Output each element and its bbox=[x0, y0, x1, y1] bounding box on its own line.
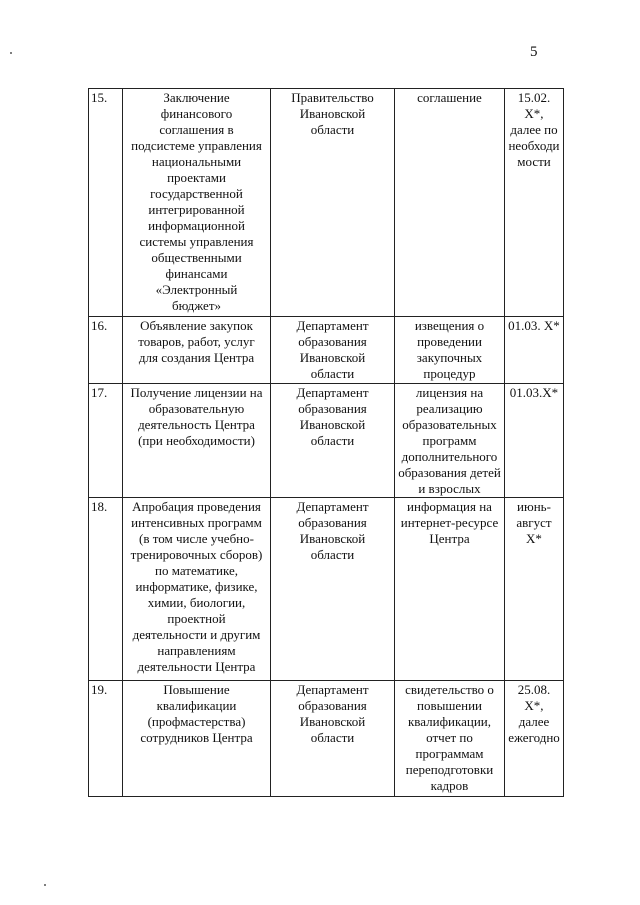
deadline-cell: июнь- август X* bbox=[505, 498, 564, 681]
result-cell: извещения о проведении закупочных процедур bbox=[395, 317, 505, 384]
row-number: 17. bbox=[89, 384, 123, 498]
table-row bbox=[89, 384, 564, 498]
plan-table bbox=[88, 88, 564, 797]
task-cell: Заключение финансового соглашения в подсистеме управления национальными проектами государственной интегрированной информационной системы управления общественными финансами «Электронный бюджет» bbox=[123, 89, 271, 317]
executor-cell: Департамент образования Ивановской области bbox=[271, 384, 395, 498]
table-row bbox=[89, 498, 564, 681]
row-number: 19. bbox=[89, 681, 123, 797]
task-cell: Объявление закупок товаров, работ, услуг для создания Центра bbox=[123, 317, 271, 384]
executor-cell: Департамент образования Ивановской области bbox=[271, 681, 395, 797]
executor-cell: Правительство Ивановской области bbox=[271, 89, 395, 317]
row-number: 16. bbox=[89, 317, 123, 384]
result-cell: соглашение bbox=[395, 89, 505, 317]
table-row bbox=[89, 317, 564, 384]
executor-cell: Департамент образования Ивановской области bbox=[271, 498, 395, 681]
deadline-cell: 25.08. X*, далее ежегодно bbox=[505, 681, 564, 797]
page-number: 5 bbox=[530, 44, 538, 60]
deadline-cell: 01.03.X* bbox=[505, 384, 564, 498]
deadline-cell: 15.02. X*, далее по необходи мости bbox=[505, 89, 564, 317]
result-cell: свидетельство о повышении квалификации, отчет по программам переподготовки кадров bbox=[395, 681, 505, 797]
row-number: 15. bbox=[89, 89, 123, 317]
scan-speck bbox=[44, 884, 46, 886]
table-row bbox=[89, 681, 564, 797]
task-cell: Апробация проведения интенсивных программ (в том числе учебно- тренировочных сборов) по математике, информатике, физике, химии, биологии, проектной деятельности и другим направлениям деятельности Центра bbox=[123, 498, 271, 681]
scan-speck bbox=[10, 52, 12, 54]
result-cell: лицензия на реализацию образовательных программ дополнительного образования детей и взрослых bbox=[395, 384, 505, 498]
row-number: 18. bbox=[89, 498, 123, 681]
executor-cell: Департамент образования Ивановской области bbox=[271, 317, 395, 384]
task-cell: Получение лицензии на образовательную деятельность Центра (при необходимости) bbox=[123, 384, 271, 498]
task-cell: Повышение квалификации (профмастерства) сотрудников Центра bbox=[123, 681, 271, 797]
result-cell: информация на интернет-ресурсе Центра bbox=[395, 498, 505, 681]
table-row bbox=[89, 89, 564, 317]
deadline-cell: 01.03. X* bbox=[505, 317, 564, 384]
